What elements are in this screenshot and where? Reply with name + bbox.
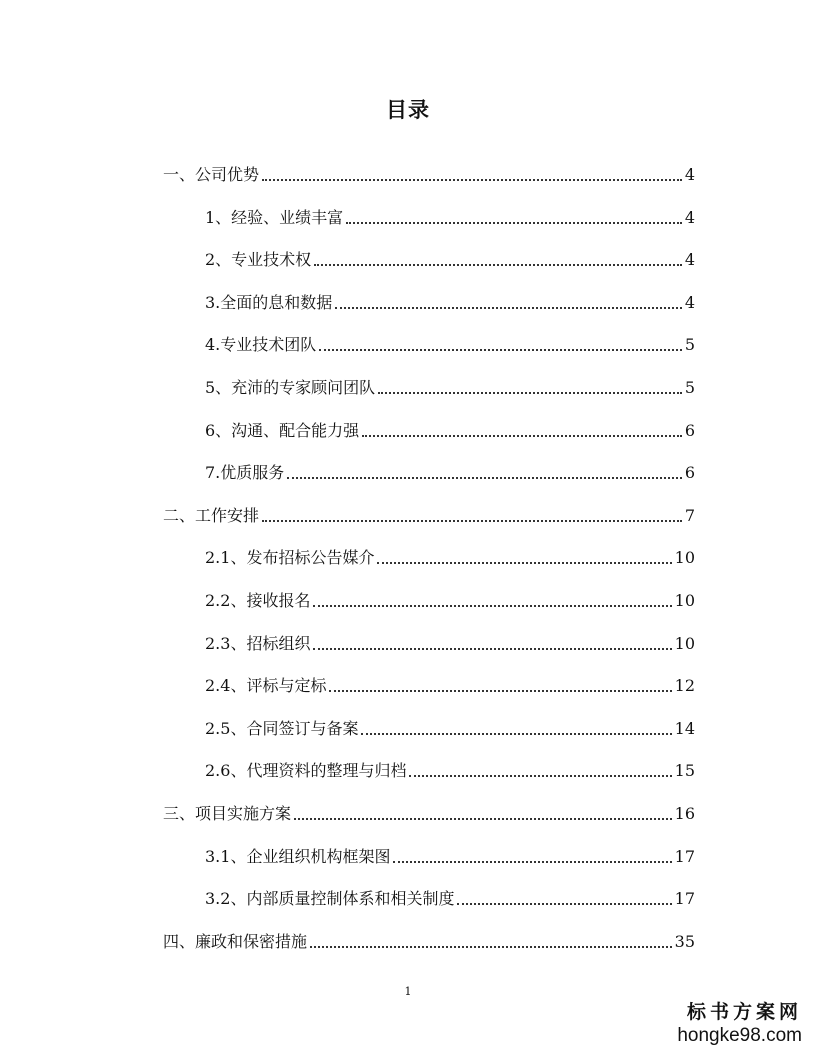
toc-leader-dots	[262, 179, 682, 181]
toc-leader-dots	[378, 392, 682, 394]
toc-leader-dots	[262, 520, 682, 522]
toc-entry[interactable]	[205, 633, 695, 655]
toc-leader-dots	[329, 690, 671, 692]
toc-entry-page: 7	[684, 506, 695, 525]
toc-entry-label: 2.1、发布招标公告媒介	[205, 548, 375, 567]
toc-entry[interactable]	[205, 462, 695, 484]
toc-entry-page: 17	[674, 847, 695, 866]
toc-entry[interactable]	[205, 888, 695, 910]
toc-entry-page: 15	[674, 761, 695, 780]
toc-entry-label: 2、专业技术权	[205, 250, 312, 269]
toc-entry-page: 6	[684, 463, 695, 482]
toc-entry-page: 35	[674, 932, 695, 951]
toc-entry-page: 4	[684, 250, 695, 269]
toc-entry[interactable]	[205, 760, 695, 782]
toc-leader-dots	[457, 903, 671, 905]
toc-entry-page: 14	[674, 719, 695, 738]
toc-entry[interactable]	[163, 931, 695, 953]
toc-entry[interactable]	[205, 377, 695, 399]
toc-entry[interactable]	[205, 675, 695, 697]
toc-entry-label: 3.1、企业组织机构框架图	[205, 847, 391, 866]
toc-leader-dots	[313, 648, 671, 650]
toc-leader-dots	[294, 818, 672, 820]
toc-entry-page: 10	[674, 634, 695, 653]
toc-entry[interactable]	[205, 207, 695, 229]
toc-entry-label: 3.全面的息和数据	[205, 293, 333, 312]
toc-entry-label: 二、工作安排	[163, 506, 260, 525]
toc-leader-dots	[361, 733, 671, 735]
toc-entry-label: 2.6、代理资料的整理与归档	[205, 761, 407, 780]
toc-leader-dots	[319, 349, 682, 351]
toc-leader-dots	[314, 264, 682, 266]
toc-entry-page: 17	[674, 889, 695, 908]
toc-entry-page: 5	[684, 378, 695, 397]
toc-entry-page: 6	[684, 421, 695, 440]
toc-entry[interactable]	[205, 547, 695, 569]
toc-entry-page: 4	[684, 165, 695, 184]
toc-entry-label: 2.3、招标组织	[205, 634, 311, 653]
toc-entry-label: 四、廉政和保密措施	[163, 932, 308, 951]
toc-entry[interactable]	[205, 292, 695, 314]
toc-entry[interactable]	[205, 718, 695, 740]
toc-entry[interactable]	[205, 334, 695, 356]
toc-entry-label: 2.4、评标与定标	[205, 676, 327, 695]
page-number: 1	[404, 985, 412, 998]
toc-leader-dots	[377, 562, 671, 564]
toc-entry-page: 16	[674, 804, 695, 823]
toc-entry[interactable]	[205, 249, 695, 271]
toc-entry-page: 4	[684, 208, 695, 227]
toc-entry-label: 一、公司优势	[163, 165, 260, 184]
toc-leader-dots	[335, 307, 682, 309]
toc-entry[interactable]	[205, 420, 695, 442]
toc-entry-label: 6、沟通、配合能力强	[205, 421, 360, 440]
toc-leader-dots	[313, 605, 671, 607]
toc-entry-page: 4	[684, 293, 695, 312]
watermark-url: hongke98.com	[677, 1025, 802, 1046]
toc-entry[interactable]	[163, 803, 695, 825]
toc-leader-dots	[393, 861, 671, 863]
toc-entry-label: 三、项目实施方案	[163, 804, 292, 823]
watermark-chinese: 标书方案网	[686, 1001, 802, 1023]
toc-entry[interactable]	[163, 164, 695, 186]
toc-entry-label: 3.2、内部质量控制体系和相关制度	[205, 889, 455, 908]
toc-entry[interactable]	[205, 590, 695, 612]
toc-entry[interactable]	[163, 505, 695, 527]
toc-leader-dots	[346, 222, 682, 224]
toc-entry-page: 10	[674, 591, 695, 610]
toc-entry-label: 4.专业技术团队	[205, 335, 317, 354]
toc-leader-dots	[287, 477, 682, 479]
toc-entry-label: 1、经验、业绩丰富	[205, 208, 344, 227]
toc-entry-label: 5、充沛的专家顾问团队	[205, 378, 376, 397]
toc-entry-label: 2.5、合同签订与备案	[205, 719, 359, 738]
toc-title: 目录	[386, 98, 430, 122]
toc-entry-page: 5	[684, 335, 695, 354]
toc-entry-page: 10	[674, 548, 695, 567]
toc-leader-dots	[409, 775, 671, 777]
toc-entry[interactable]	[205, 846, 695, 868]
toc-entry-page: 12	[674, 676, 695, 695]
watermark	[652, 1000, 802, 1048]
toc-entry-label: 7.优质服务	[205, 463, 285, 482]
toc-leader-dots	[362, 435, 682, 437]
toc-leader-dots	[310, 946, 672, 948]
toc-entry-label: 2.2、接收报名	[205, 591, 311, 610]
